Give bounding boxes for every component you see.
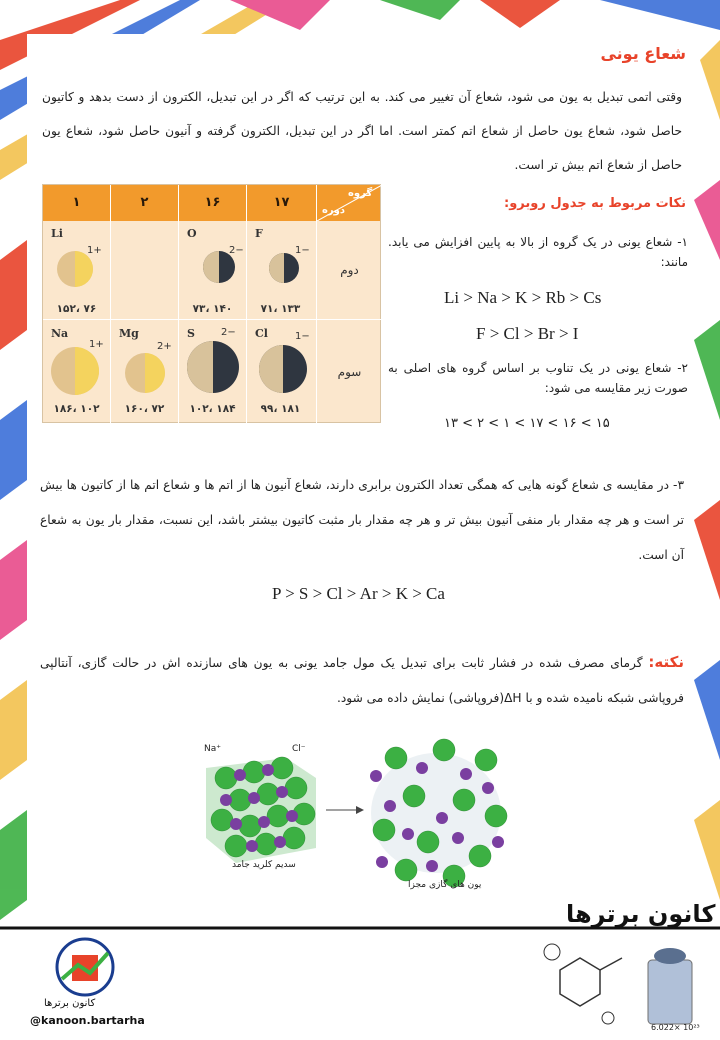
radius-values: ۱۶۰، ۷۲ [124, 403, 165, 415]
cell-li [43, 221, 110, 321]
note-3: ۳- در مقایسه ی شعاع گونه هایی که همگی تعداد الکترون برابری دارند، شعاع آنیون ها از اتم ها و شعاع اتم ها از کاتیون ها بیش تر است و هر چه مقدار بار منفی آنیون بیش تر و هر چه مقدار بار مثبت کاتیون بیشتر باشد، این نسبت، مقدار بار یون به شعاع آن است. [40, 478, 684, 562]
solid-caption: سدیم کلرید جامد [232, 860, 296, 870]
cl-ion-sphere [257, 339, 309, 395]
ion-charge: 2− [221, 327, 236, 338]
molecule-flower-illustration [530, 930, 710, 1030]
radius-values: ۷۳، ۱۴۰ [192, 303, 233, 315]
cl-ion-label: Cl⁻ [292, 744, 306, 754]
cell-cl [247, 321, 314, 421]
period-label-3: سوم [337, 365, 362, 379]
element-symbol: Na [51, 327, 69, 340]
ion-charge: 1− [295, 245, 310, 256]
element-symbol: S [187, 327, 195, 340]
cell-mg [111, 321, 178, 421]
header-group-17: ۱۷ [273, 195, 290, 210]
header-group-16: ۱۶ [204, 195, 221, 210]
kanoon-wordmark: کانون برترها [566, 900, 716, 928]
radius-values: ۱۸۶، ۱۰۲ [53, 403, 100, 415]
gaseous-ions [370, 739, 507, 887]
ion-charge: 1+ [89, 339, 104, 350]
radius-values: ۱۰۲، ۱۸۴ [189, 403, 236, 415]
nokte-label: نکته: [648, 653, 684, 671]
avogadro-number: 6.022× 10²³ [651, 1023, 700, 1032]
element-symbol: Cl [255, 327, 268, 340]
ionic-radius-table [42, 184, 381, 423]
cell-na [43, 321, 110, 421]
ion-charge: 1− [295, 331, 310, 342]
cell-f [247, 221, 314, 321]
cell-o [179, 221, 246, 321]
formula-group-trend: Li > Na > K > Rb > Cs [444, 288, 602, 307]
radius-values: ۱۵۲، ۷۶ [56, 303, 97, 315]
nokte-text: گرمای مصرف شده در فشار ثابت برای تبدیل یک مول جامد یونی به یون های سازنده اش در حالت گازی، آنتالپی فروپاشی شبکه نامیده شده و با ΔH(فروپاشی) نمایش داده می شود. [40, 656, 684, 705]
note-2: ۲- شعاع یونی در یک تناوب بر اساس گروه های اصلی به صورت زیر مقایسه می شود: [388, 361, 688, 395]
table-header-row [43, 185, 380, 221]
ion-charge: 2+ [157, 341, 172, 352]
element-symbol: F [255, 227, 263, 240]
radius-values: ۷۱، ۱۳۳ [260, 303, 301, 315]
element-symbol: Li [51, 227, 63, 240]
solid-nacl-cube [206, 757, 316, 863]
note-1: ۱- شعاع یونی در یک گروه از بالا به پایین افزایش می یابد. مانند: [388, 235, 688, 269]
nacl-lattice-illustration [196, 738, 516, 898]
notes-title: نکات مربوط به جدول روبرو: [504, 196, 686, 211]
element-symbol: Mg [119, 327, 139, 340]
na-ion-sphere [49, 345, 101, 397]
cell-s [179, 321, 246, 421]
period-label-2: دوم [340, 263, 359, 277]
page-title: شعاع یونی [600, 44, 686, 63]
period-order: ۱۵ > ۱۶ > ۱۷ > ۱ > ۲ > ۱۳ [444, 416, 610, 431]
formula-halogen-trend: F > Cl > Br > I [476, 324, 579, 343]
ion-charge: 2− [229, 245, 244, 256]
header-group-2: ۲ [140, 195, 149, 210]
corner-group-label: گروه [348, 188, 373, 199]
ion-charge: 1+ [87, 245, 102, 256]
formula-isoelectronic: P > S > Cl > Ar > K > Ca [272, 584, 445, 603]
gas-caption: یون های گازی مجزا [408, 880, 482, 890]
na-ion-label: Na⁺ [204, 744, 221, 754]
s-ion-sphere [185, 337, 241, 395]
logo-text: کانون برترها [44, 998, 96, 1009]
header-group-1: ۱ [72, 195, 81, 210]
radius-values: ۹۹، ۱۸۱ [260, 403, 301, 415]
corner-period-label: دوره [322, 205, 346, 216]
element-symbol: O [187, 227, 197, 240]
f-ion-sphere [267, 251, 301, 285]
kanoon-logo-icon [50, 935, 120, 999]
lattice-enthalpy-note [40, 645, 684, 716]
instagram-handle: @kanoon.bartarha [30, 1014, 145, 1027]
intro-paragraph: وقتی اتمی تبدیل به یون می شود، شعاع آن تغییر می کند. به این ترتیب که اگر در این تبدیل، الکترون از دست بدهد و کاتیون حاصل شود، شعاع یون حاصل از شعاع اتم کمتر است. اما اگر در این تبدیل، الکترون گرفته و آنیون حاصل شود، شعاع یون حاصل از شعاع اتم بیش تر است. [42, 90, 682, 172]
mg-ion-sphere [123, 351, 167, 395]
